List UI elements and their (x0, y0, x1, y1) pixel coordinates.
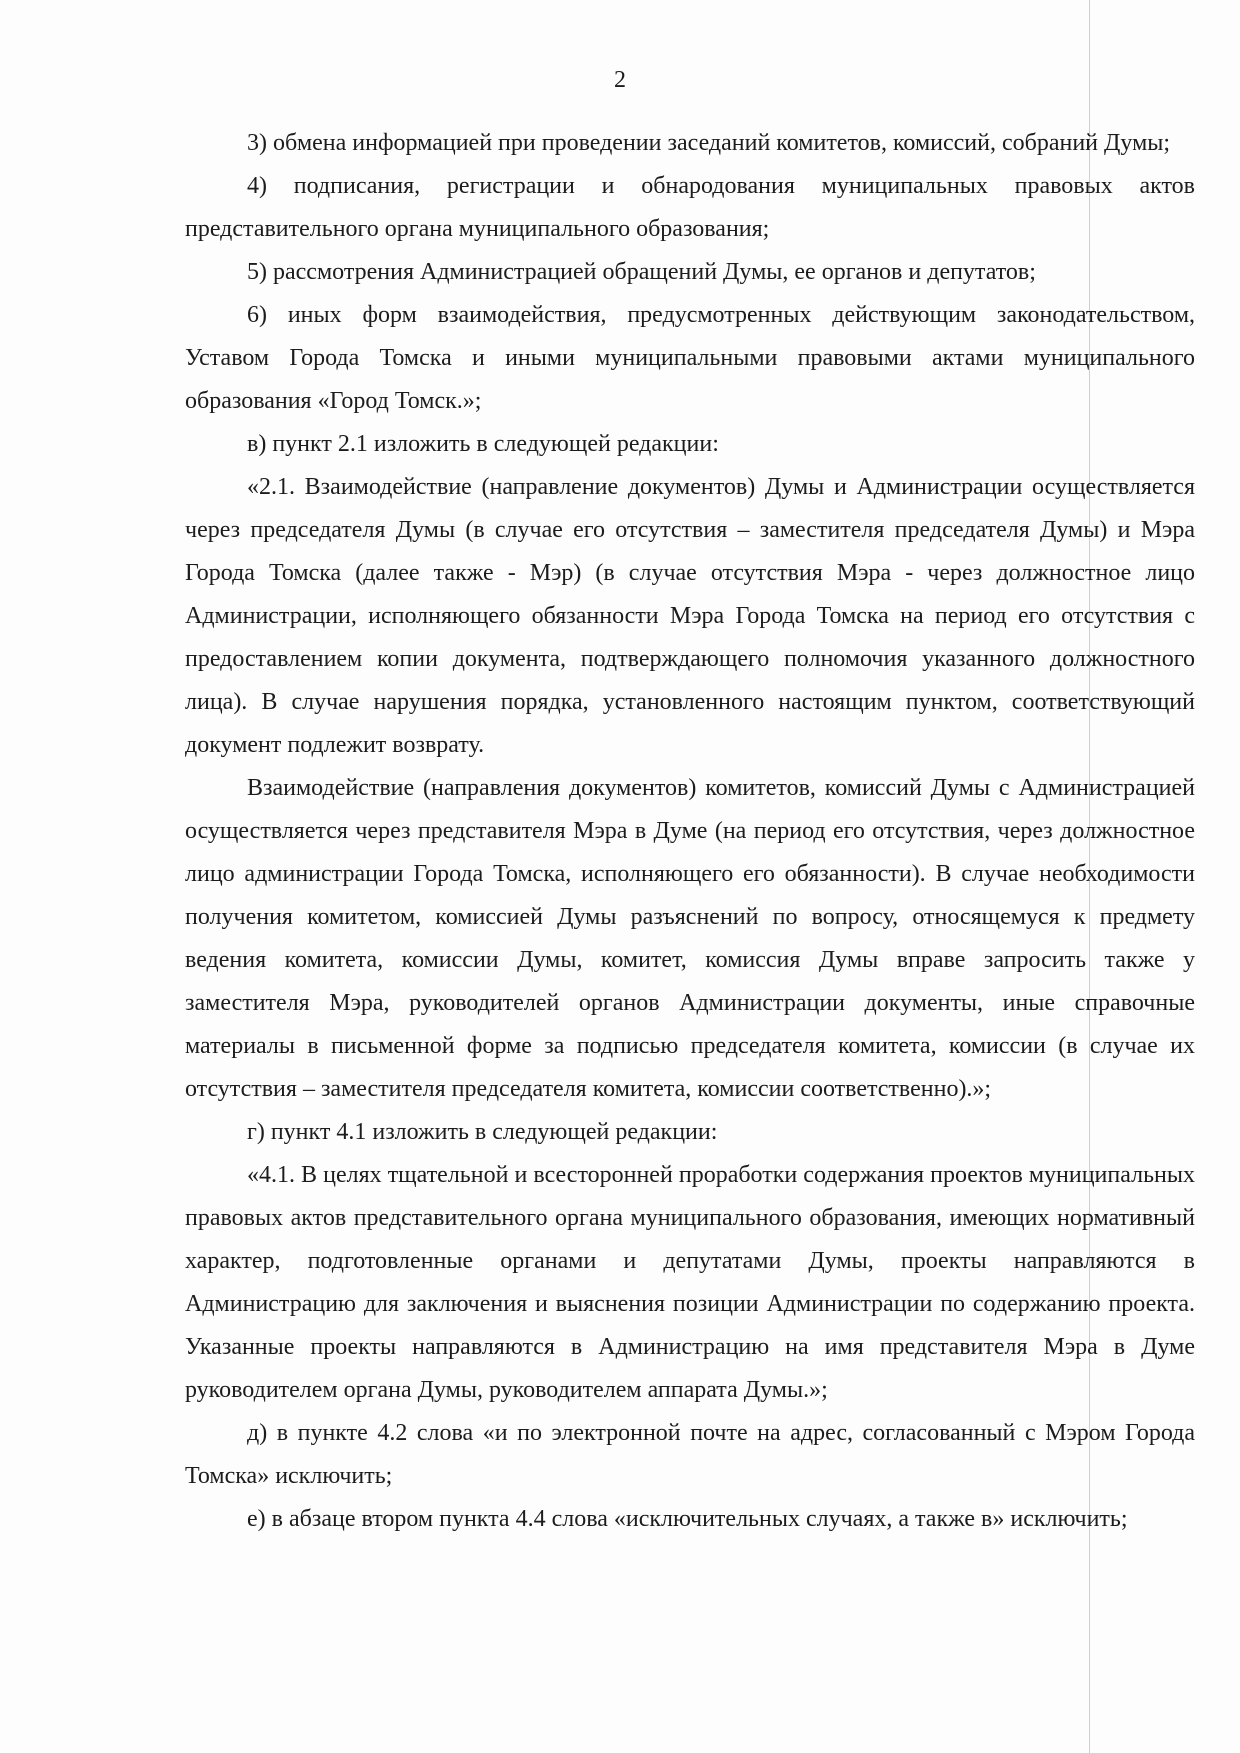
paragraph-item-3: 3) обмена информацией при проведении заседаний комитетов, комиссий, собраний Думы; (247, 130, 1171, 156)
paragraph-subclause-e: е) в абзаце втором пункта 4.4 слова «исключительных случаях, а также в» исключить; (247, 1506, 1128, 1532)
paragraph-subclause-v: в) пункт 2.1 изложить в следующей редакции: (247, 431, 719, 457)
paragraph-item-6: 6) иных форм взаимодействия, предусмотренных действующим законодательством, Уставом Города Томска и иными муниципальными правовыми актами муниципального образования «Город Томск.»; (185, 302, 1195, 414)
document-body (185, 122, 1195, 1541)
page-number: 2 (614, 67, 626, 93)
paragraph-subclause-g: г) пункт 4.1 изложить в следующей редакции: (247, 1119, 718, 1145)
paragraph-clause-4-1: «4.1. В целях тщательной и всесторонней проработки содержания проектов муниципальных правовых актов представительного органа муниципального образования, имеющих нормативный характер, подготовленные органами и депутатами Думы, проекты направляются в Администрацию для заключения и выяснения позиции Администрации по содержанию проекта. Указанные проекты направляются в Администрацию на имя представителя Мэра в Думе руководителем органа Думы, руководителем аппарата Думы.»; (185, 1162, 1195, 1403)
paragraph-interaction-committees: Взаимодействие (направления документов) комитетов, комиссий Думы с Администрацией осуществляется через представителя Мэра в Думе (на период его отсутствия, через должностное лицо администрации Города Томска, исполняющего его обязанности). В случае необходимости получения комитетом, комиссией Думы разъяснений по вопросу, относящемуся к предмету ведения комитета, комиссии Думы, комитет, комиссия Думы вправе запросить также у заместителя Мэра, руководителей органов Администрации документы, иные справочные материалы в письменной форме за подписью председателя комитета, комиссии (в случае их отсутствия – заместителя председателя комитета, комиссии соответственно).»; (185, 775, 1195, 1102)
paragraph-clause-2-1: «2.1. Взаимодействие (направление документов) Думы и Администрации осуществляется через председателя Думы (в случае его отсутствия – заместителя председателя Думы) и Мэра Города Томска (далее также - Мэр) (в случае отсутствия Мэра - через должностное лицо Администрации, исполняющего обязанности Мэра Города Томска на период его отсутствия с предоставлением копии документа, подтверждающего полномочия указанного должностного лица). В случае нарушения порядка, установленного настоящим пунктом, соответствующий документ подлежит возврату. (185, 474, 1195, 758)
paragraph-item-5: 5) рассмотрения Администрацией обращений Думы, ее органов и депутатов; (247, 259, 1036, 285)
paragraph-subclause-d: д) в пункте 4.2 слова «и по электронной почте на адрес, согласованный с Мэром Города Томска» исключить; (185, 1420, 1195, 1489)
paragraph-item-4: 4) подписания, регистрации и обнародования муниципальных правовых актов представительного органа муниципального образования; (185, 173, 1195, 242)
